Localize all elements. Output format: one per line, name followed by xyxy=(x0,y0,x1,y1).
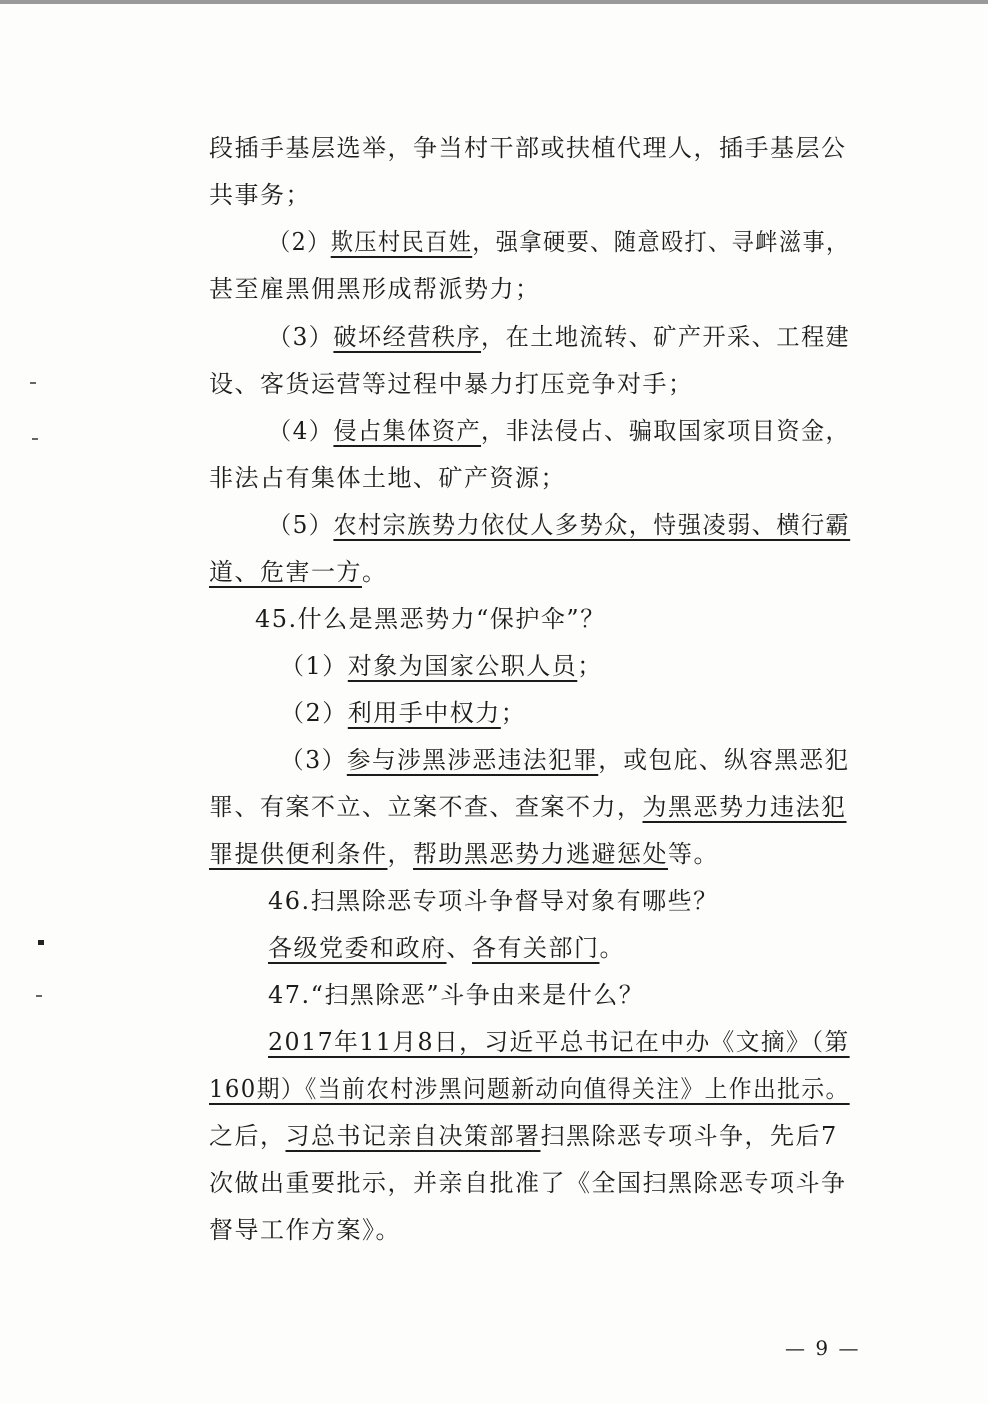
underlined-text: 习总书记亲自决策部署 xyxy=(285,1122,541,1150)
text-segment: 之后， xyxy=(209,1122,286,1150)
text-segment: （3） xyxy=(280,746,347,774)
text-line xyxy=(209,461,566,495)
text-line xyxy=(268,508,850,542)
underlined-text: 破坏经营秩序 xyxy=(333,323,482,351)
text-segment: （1） xyxy=(280,652,348,680)
text-line xyxy=(280,649,603,683)
text-segment: （2） xyxy=(280,699,348,727)
text-segment: ，或包庇、纵容黑恶犯 xyxy=(598,746,850,774)
text-line xyxy=(268,931,625,965)
text-segment: 46.扫黑除恶专项斗争督导对象有哪些？ xyxy=(268,887,719,915)
text-line xyxy=(209,272,541,306)
scan-mark xyxy=(32,438,38,440)
underlined-text: 各有关部门 xyxy=(472,934,600,962)
text-segment: 、 xyxy=(446,934,472,962)
underlined-text: 2017年11月8日，习近平总书记在中办《文摘》（第 xyxy=(268,1028,850,1056)
text-line xyxy=(209,367,694,401)
text-segment: 甚至雇黑佣黑形成帮派势力； xyxy=(209,275,541,303)
text-line xyxy=(268,978,644,1012)
underlined-text: 利用手中权力 xyxy=(347,699,501,727)
text-segment: 督导工作方案》。 xyxy=(209,1216,401,1244)
underlined-text: 农村宗族势力依仗人多势众，恃强凌弱、横行霸 xyxy=(333,511,851,539)
text-segment: 共事务； xyxy=(209,181,311,209)
underlined-text: 罪提供便利条件 xyxy=(209,840,388,868)
underlined-text: 道、危害一方 xyxy=(209,558,362,586)
text-segment: 非法占有集体土地、矿产资源； xyxy=(209,464,566,492)
page-number: — 9 — xyxy=(785,1336,861,1360)
underlined-text: 各级党委和政府 xyxy=(268,934,447,962)
underlined-text: 帮助黑恶势力逃避惩处 xyxy=(413,840,668,868)
scan-mark xyxy=(36,995,42,997)
text-segment: 段插手基层选举，争当村干部或扶植代理人，插手基层公 xyxy=(209,134,847,162)
text-segment: ； xyxy=(577,652,603,680)
text-segment: ； xyxy=(500,699,527,727)
text-line xyxy=(268,1025,850,1059)
text-line xyxy=(209,837,719,871)
text-line xyxy=(209,1166,847,1200)
underlined-text: 参与涉黑涉恶违法犯罪 xyxy=(346,746,599,774)
text-line xyxy=(268,225,850,259)
text-segment: ，强拿硬要、随意殴打、寻衅滋事， xyxy=(472,228,850,256)
text-segment: ，非法侵占、骗取国家项目资金， xyxy=(481,417,851,445)
underlined-text: 对象为国家公职人员 xyxy=(347,652,578,680)
text-line xyxy=(209,1072,850,1106)
text-line xyxy=(209,1119,838,1153)
text-segment: 扫黑除恶专项斗争，先后7 xyxy=(540,1122,838,1150)
underlined-text: 为黑恶势力违法犯 xyxy=(642,793,847,821)
underlined-text: 侵占集体资产 xyxy=(333,417,482,445)
text-segment: 罪、有案不立、立案不查、查案不力， xyxy=(209,793,643,821)
underlined-text: 160期）《当前农村涉黑问题新动向值得关注》上作出批示。 xyxy=(209,1075,850,1103)
text-line xyxy=(209,178,311,212)
text-line xyxy=(280,743,850,777)
text-line xyxy=(255,602,606,636)
text-segment: 47.“扫黑除恶”斗争由来是什么？ xyxy=(268,981,645,1009)
scan-edge xyxy=(0,0,988,4)
text-segment: （2） xyxy=(268,228,331,256)
text-segment: （4） xyxy=(268,417,334,445)
scan-mark xyxy=(30,382,36,384)
text-segment: （3） xyxy=(268,323,334,351)
underlined-text: 欺压村民百姓 xyxy=(330,228,473,256)
text-segment: 次做出重要批示，并亲自批准了《全国扫黑除恶专项斗争 xyxy=(209,1169,847,1197)
text-segment: 。 xyxy=(599,934,625,962)
text-segment: 45.什么是黑恶势力“保护伞”？ xyxy=(255,605,606,633)
text-line xyxy=(268,320,850,354)
text-line xyxy=(209,790,847,824)
text-line xyxy=(268,884,719,918)
text-segment: ，在土地流转、矿产开采、工程建 xyxy=(481,323,851,351)
text-line xyxy=(209,1213,401,1247)
text-segment: 设、客货运营等过程中暴力打压竞争对手； xyxy=(209,370,694,398)
text-segment: （5） xyxy=(268,511,334,539)
text-line xyxy=(280,696,526,730)
text-segment: 等。 xyxy=(668,840,719,868)
text-segment: 。 xyxy=(362,558,388,586)
text-line xyxy=(268,414,850,448)
text-line xyxy=(209,131,847,165)
text-line xyxy=(209,555,388,589)
text-segment: ， xyxy=(387,840,413,868)
scan-mark xyxy=(38,940,44,945)
